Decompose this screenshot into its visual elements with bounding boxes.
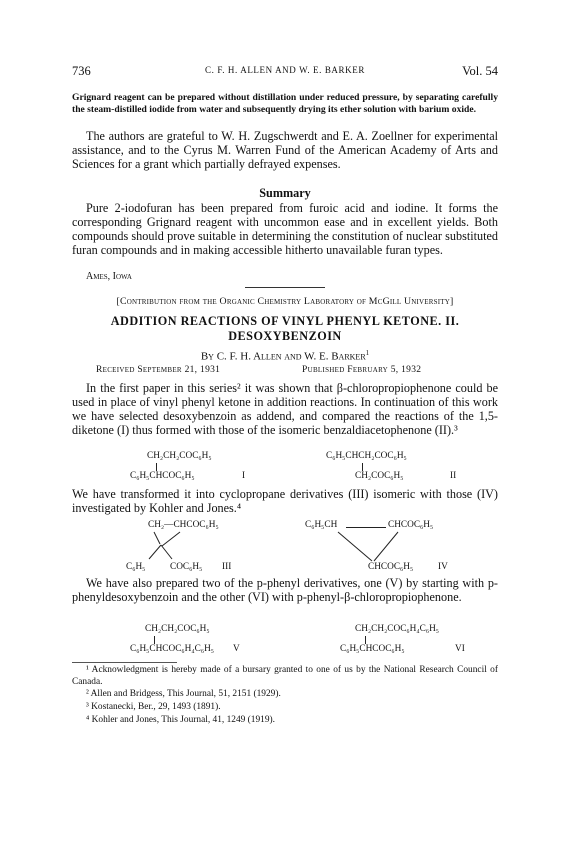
footnote-4: ⁴ Kohler and Jones, This Journal, 41, 1249 (1919). xyxy=(86,715,276,725)
summary-heading: Summary xyxy=(259,186,311,200)
intro-paragraph: In the first paper in this series² it was shown that β-chloropropiophenone could be used in place of vinyl phenyl ketone in addition reactions. In continuation of this work we have selected desoxybenzoin as addend, and compared the reactions of the 1,5-diketone (I) thus formed with those of the isomeric benzaldiacetophenone (II).³ xyxy=(72,381,498,438)
location: Ames, Iowa xyxy=(86,271,132,282)
page-number: 736 xyxy=(72,64,91,78)
footnote-2: ² Allen and Bridgess, This Journal, 51, 2151 (1929). xyxy=(86,689,281,699)
page-header xyxy=(72,64,498,80)
volume-label: Vol. 54 xyxy=(462,64,498,78)
top-note: Grignard reagent can be prepared without distillation under reduced pressure, by separating carefully the steam-distilled iodide from water and subsequently drying its ether solution with barium oxide. xyxy=(72,92,498,115)
section-rule xyxy=(245,287,325,288)
footnote-rule xyxy=(72,662,177,663)
journal-page: 736 C. F. H. ALLEN AND W. E. BARKER Vol. 54 Grignard reagent can be prepared without distillation under reduced pressure, by separating carefully the steam-distilled iodide from water and subsequently drying its ether solution with barium oxide. The authors are grateful to W. H. Zugschwerdt and E. A. Zoellner for experimental assistance, and to the Cyrus M. Warren Fund of the American Academy of Arts and Sciences for a grant which partially defrayed expenses. Summary Pure 2-iodofuran has been prepared from furoic acid and iodine. It forms the corresponding Grignard reagent with uncommon ease and in excellent yields. Both compounds should prove suitable in determining the constitution of nuclear substituted furan compounds and in making accessible hitherto unavailable furan types. Ames, Iowa [Contribution from the Organic Chemistry Laboratory of McGill University] ADDITION REACTIONS OF VINYL PHENYL KETONE. II. DESOXYBENZOIN By C. F. H. Allen and W. E. Barker$^1$ Received September 21, 1931 Published February 5, 1932 In the first paper in this series² it was shown that β-chloropropiophenone could be used in place of vinyl phenyl ketone in addition reactions. In continuation of this work we have selected desoxybenzoin as addend, and compared the reactions of the 1,5-diketone (I) thus formed with those of the isomeric benzaldiacetophenone (II).³ CH₂CH₂COC₆H₅ C₆H₅CHCOC₆H₅ I C₆H₅CHCH₂COC₆H₅ CH₂COC₆H₅ II We have transformed it into cyclopropane derivatives (III) isomeric with those (IV) investigated by Kohler and Jones.⁴ CH₂—CHCOC₆H₅ C₆H₅ COC₆H₅ III C₆H₅CH CHCOC₆H₅ CHCOC₆H₅ IV We have also prepared two of the p-phenyl derivatives, one (V) by starting with p-phenyldesoxybenzoin and the other (VI) with p-phenyl-β-chloropropiophenone. CH₂CH₂COC₆H₅ C₆H₅CHCOC₆H₄C₆H₅ V CH₂CH₂COC₆H₄C₆H₅ C₆H₅CHCOC₆H₅ VI ¹ Acknowledgment is hereby made of a bursary granted to one of us by the National Research Council of Canada. ² Allen and Bridgess, This Journal, 51, 2151 (1929). ³ Kostanecki, Ber., 29, 1493 (1891). ⁴ Kohler and Jones, This Journal, 41, 1249 (1919). xyxy=(0,0,569,856)
article-title-line2: DESOXYBENZOIN xyxy=(228,329,342,343)
footnote-1: ¹ Acknowledgment is hereby made of a bursary granted to one of us by the National Research Council of Canada. xyxy=(72,665,498,687)
received-date: Received September 21, 1931 xyxy=(96,365,221,375)
running-head: C. F. H. ALLEN AND W. E. BARKER xyxy=(205,65,365,75)
contribution-line: [Contribution from the Organic Chemistry Laboratory of McGill University] xyxy=(116,296,454,307)
cyclopropane-ring-IV xyxy=(330,531,410,563)
derivatives-paragraph: We have also prepared two of the p-phenyl derivatives, one (V) by starting with p-phenyldesoxybenzoin and the other (VI) with p-phenyl-β-chloropropiophenone. xyxy=(72,576,498,605)
cyclopropane-paragraph: We have transformed it into cyclopropane derivatives (III) isomeric with those (IV) investigated by Kohler and Jones.⁴ xyxy=(72,487,498,516)
summary-text: Pure 2-iodofuran has been prepared from furoic acid and iodine. It forms the corresponding Grignard reagent with uncommon ease and in excellent yields. Both compounds should prove suitable in determining the constitution of nuclear substituted furan compounds and in making accessible hitherto unavailable furan types. xyxy=(72,201,498,258)
byline: By C. F. H. Allen and W. E. Barker$^1$ xyxy=(200,349,370,363)
dates-line xyxy=(72,365,498,377)
footnote-3: ³ Kostanecki, Ber., 29, 1493 (1891). xyxy=(86,702,221,712)
article-title-line1: ADDITION REACTIONS OF VINYL PHENYL KETONE. II. xyxy=(110,314,460,328)
published-date: Published February 5, 1932 xyxy=(302,365,422,375)
cyclopropane-ring-III xyxy=(140,531,200,561)
acknowledgment-paragraph: The authors are grateful to W. H. Zugschwerdt and E. A. Zoellner for experimental assistance, and to the Cyrus M. Warren Fund of the American Academy of Arts and Sciences for a grant which partially defrayed expenses. xyxy=(72,129,498,172)
